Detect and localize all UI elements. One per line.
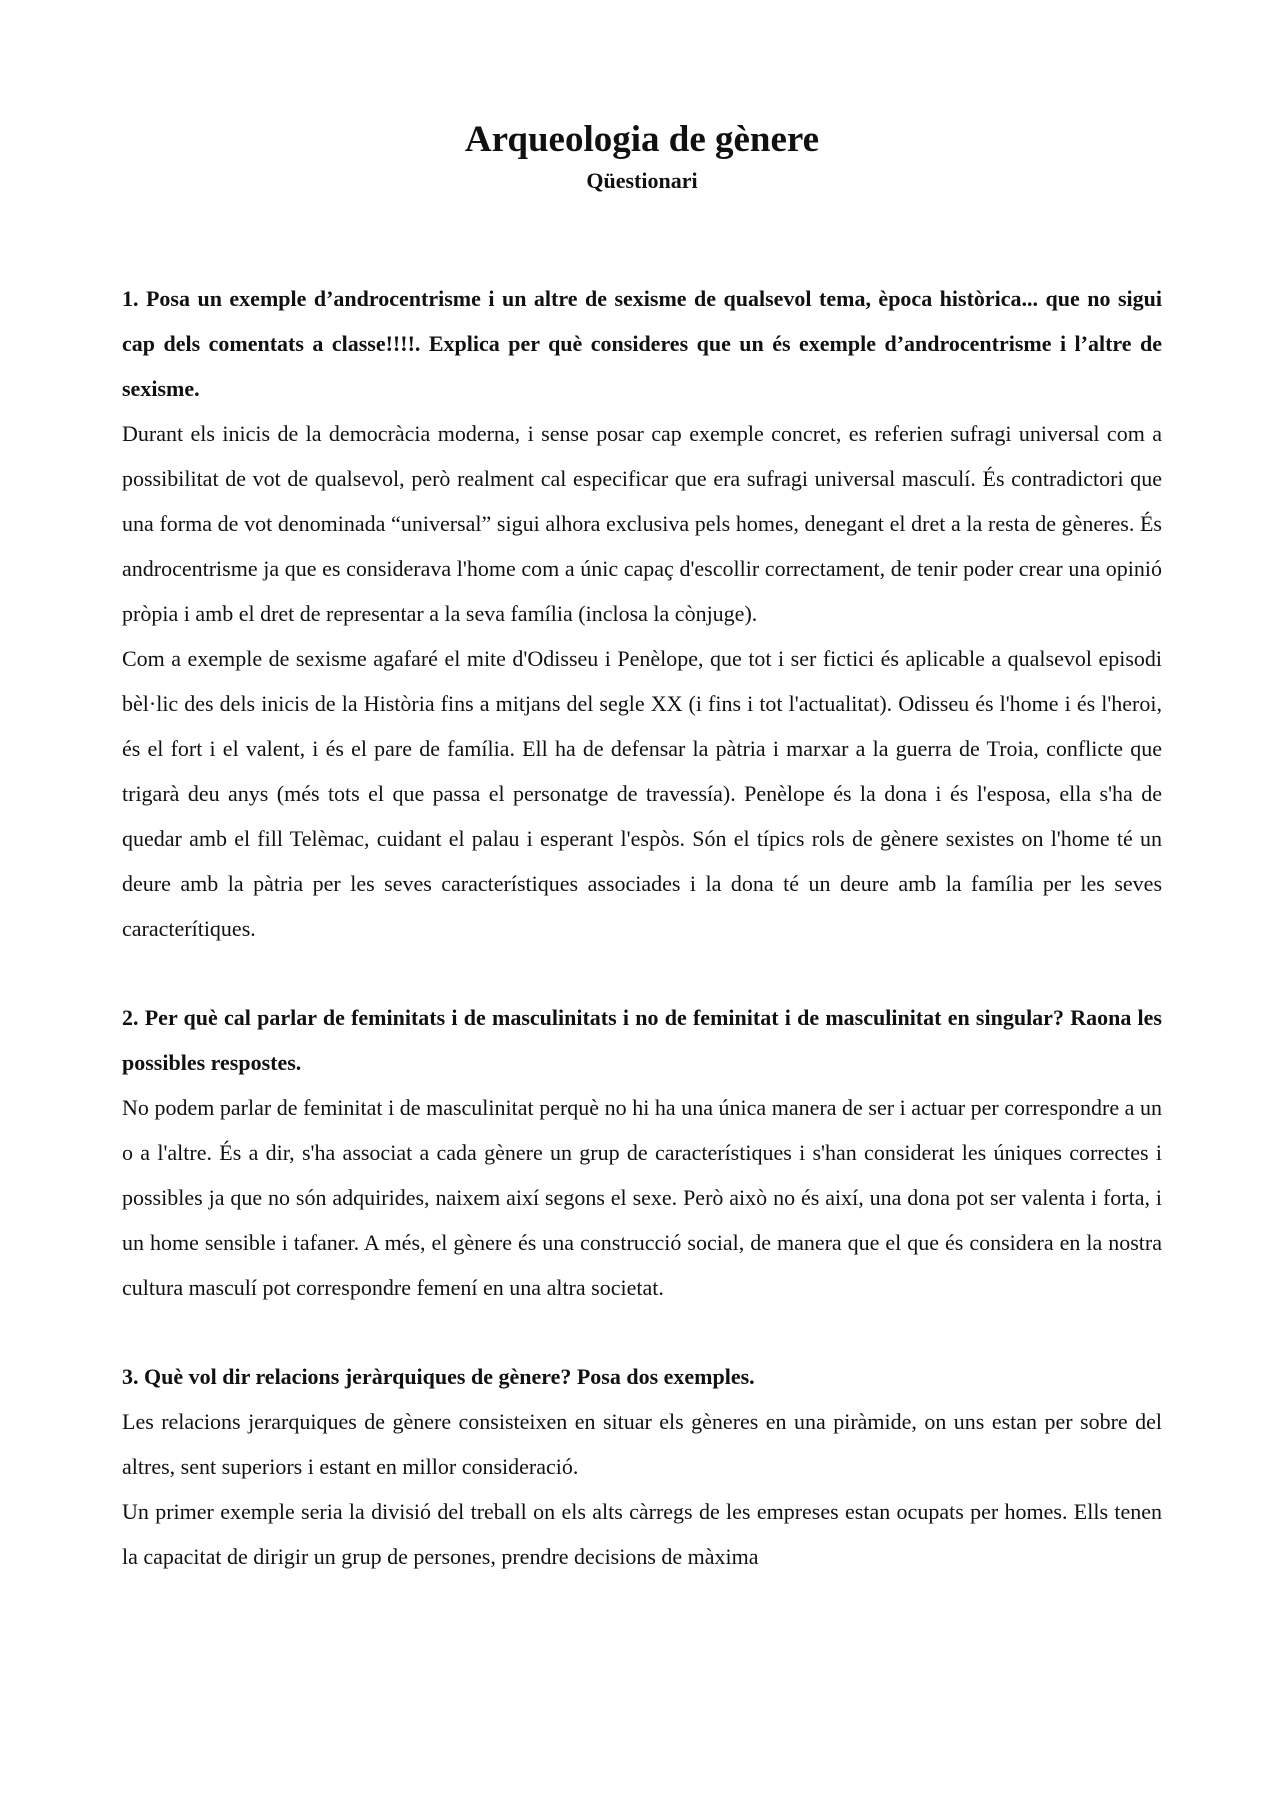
question-3-answer-2: Un primer exemple seria la divisió del treball on els alts càrregs de les empreses estan ocupats per homes. Ells tenen la capacitat de dirigir un grup de persones, prendre decisions de màxima bbox=[122, 1499, 1162, 1569]
question-1-text: 1. Posa un exemple d’androcentrisme i un altre de sexisme de qualsevol tema, època històrica... que no sigui cap dels comentats a classe!!!!. Explica per què consideres que un és exemple d’androcentrisme i l’altre de sexisme. bbox=[122, 286, 1162, 401]
question-2 bbox=[122, 995, 1162, 1310]
document-title: Arqueologia de gènere bbox=[464, 119, 820, 160]
question-2-text: 2. Per què cal parlar de feminitats i de masculinitats i no de feminitat i de masculinitat en singular? Raona les possibles respostes. bbox=[122, 1005, 1162, 1075]
question-3-answer-1: Les relacions jerarquiques de gènere consisteixen en situar els gèneres en una piràmide, on uns estan per sobre del altres, sent superiors i estant en millor consideració. bbox=[122, 1409, 1162, 1479]
question-1 bbox=[122, 276, 1162, 951]
questions-list bbox=[122, 276, 1162, 1579]
document-page bbox=[122, 118, 1162, 1623]
question-3 bbox=[122, 1354, 1162, 1579]
question-1-answer-1: Durant els inicis de la democràcia moderna, i sense posar cap exemple concret, es referien sufragi universal com a possibilitat de vot de qualsevol, però realment cal especificar que era sufragi universal masculí. És contradictori que una forma de vot denominada “universal” sigui alhora exclusiva pels homes, denegant el dret a la resta de gèneres. És androcentrisme ja que es considerava l'home com a únic capaç d'escollir correctament, de tenir poder crear una opinió pròpia i amb el dret de representar a la seva família (inclosa la cònjuge). bbox=[122, 421, 1162, 626]
question-3-text: 3. Què vol dir relacions jeràrquiques de gènere? Posa dos exemples. bbox=[122, 1364, 755, 1389]
question-1-answer-2: Com a exemple de sexisme agafaré el mite d'Odisseu i Penèlope, que tot i ser fictici és aplicable a qualsevol episodi bèl·lic des dels inicis de la Història fins a mitjans del segle XX (i fins i tot l'actualitat). Odisseu és l'home i és l'heroi, és el fort i el valent, i és el pare de família. Ell ha de defensar la pàtria i marxar a la guerra de Troia, conflicte que trigarà deu anys (més tots el que passa el personatge de travessía). Penèlope és la dona i és l'esposa, ella s'ha de quedar amb el fill Telèmac, cuidant el palau i esperant l'espòs. Són el típics rols de gènere sexistes on l'home té un deure amb la pàtria per les seves característiques associades i la dona té un deure amb la família per les seves caracterítiques. bbox=[122, 646, 1162, 941]
question-2-answer-1: No podem parlar de feminitat i de masculinitat perquè no hi ha una única manera de ser i actuar per correspondre a un o a l'altre. És a dir, s'ha associat a cada gènere un grup de característiques i s'han considerat les úniques correctes i possibles ja que no són adquirides, naixem així segons el sexe. Però això no és així, una dona pot ser valenta i forta, i un home sensible i tafaner. A més, el gènere és una construcció social, de manera que el que és considera en la nostra cultura masculí pot correspondre femení en una altra societat. bbox=[122, 1095, 1162, 1300]
document-subtitle: Qüestionari bbox=[586, 168, 698, 193]
